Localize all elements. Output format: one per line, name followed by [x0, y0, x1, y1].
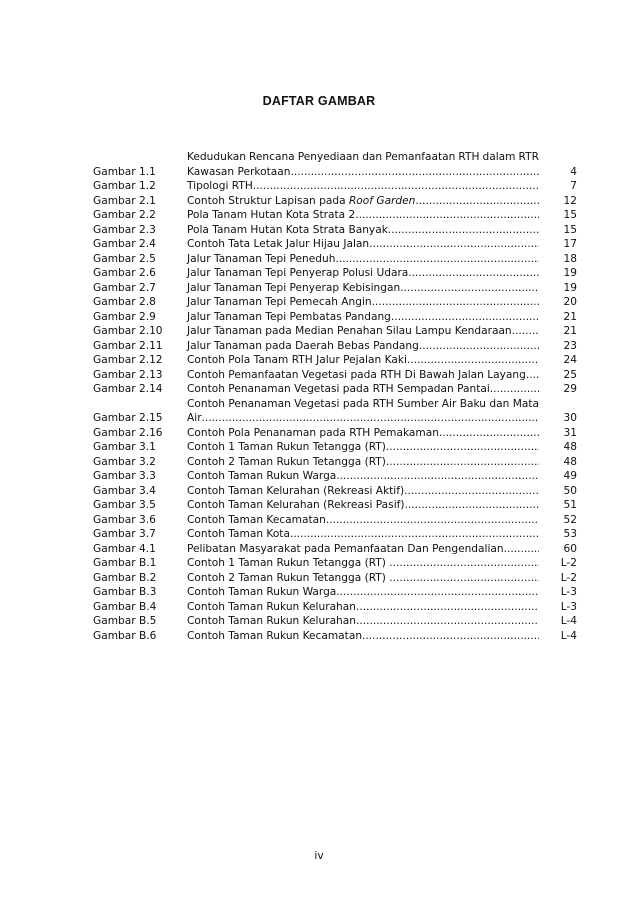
figure-caption — [187, 281, 400, 296]
figure-number: Gambar B.2 — [93, 571, 157, 584]
figure-number: Gambar 2.15 — [93, 412, 163, 424]
page-reference: 24 — [563, 354, 577, 366]
figure-number: Gambar 2.8 — [93, 296, 156, 308]
figure-list-item[interactable] — [93, 600, 577, 615]
dot-leader — [389, 556, 539, 571]
caption-word: Vegetasi — [294, 397, 340, 410]
page-reference: 60 — [563, 542, 577, 555]
figure-list-item[interactable] — [93, 353, 577, 368]
dot-leader — [386, 455, 539, 470]
figure-caption — [187, 455, 386, 470]
dot-leader — [405, 498, 539, 513]
caption-text: Jalur Tanaman Tepi Pemecah Angin — [187, 296, 372, 308]
figure-list-item[interactable] — [93, 324, 577, 339]
caption-text: Contoh Struktur Lapisan pada — [187, 194, 349, 207]
page-reference: 18 — [563, 252, 577, 265]
caption-word: RTR — [518, 151, 539, 163]
dot-leader — [407, 353, 539, 368]
figure-caption — [187, 295, 372, 310]
caption-word: dan — [489, 397, 510, 410]
figure-number: Gambar 4.1 — [93, 542, 156, 555]
figure-caption — [187, 266, 408, 281]
figure-list-item[interactable] — [93, 571, 577, 586]
page-reference: 12 — [563, 194, 577, 207]
caption-word: Rencana — [249, 151, 295, 163]
caption-text: Pelibatan Masyarakat pada Pemanfaatan Dan Pengendalian — [187, 542, 504, 555]
figure-number: Gambar 2.14 — [93, 383, 163, 395]
figure-caption — [187, 368, 526, 383]
page-reference: 4 — [570, 165, 577, 178]
figure-list-item[interactable] — [93, 208, 577, 223]
figure-list-item[interactable] — [93, 397, 577, 426]
dot-leader — [526, 368, 539, 383]
dot-leader — [419, 339, 539, 354]
figure-caption — [187, 252, 335, 267]
figure-number: Gambar 2.6 — [93, 267, 156, 279]
page-reference: L-3 — [560, 600, 577, 613]
page-reference: 29 — [563, 383, 577, 395]
caption-word: dan — [362, 151, 383, 163]
page-reference: 17 — [563, 238, 577, 250]
figure-caption — [187, 324, 512, 339]
figure-list-item[interactable] — [93, 440, 577, 455]
caption-word: RTH — [458, 151, 480, 163]
caption-word: pada — [342, 397, 370, 410]
figure-number: Gambar 2.10 — [93, 325, 163, 337]
caption-word: Mata — [512, 397, 539, 410]
figure-caption — [187, 513, 326, 528]
caption-word: Contoh — [187, 397, 225, 410]
caption-text: Contoh 1 Taman Rukun Tetangga (RT) — [187, 441, 386, 453]
page-number: iv — [314, 850, 324, 862]
caption-text: Contoh Taman Rukun Warga — [187, 586, 337, 598]
figure-list-item[interactable] — [93, 426, 577, 441]
caption-text: Contoh Pola Tanam RTH Jalur Pejalan Kaki — [187, 354, 407, 366]
dot-leader — [408, 266, 539, 281]
caption-text: Contoh Taman Rukun Warga — [187, 470, 337, 482]
page-reference: 19 — [563, 281, 577, 294]
figure-number: Gambar 2.3 — [93, 223, 156, 236]
figure-number: Gambar 3.5 — [93, 499, 156, 511]
figure-number: Gambar 2.7 — [93, 281, 156, 294]
page-reference: 20 — [563, 296, 577, 308]
figure-list-item[interactable] — [93, 179, 577, 194]
page-reference: 21 — [563, 310, 577, 323]
dot-leader — [404, 484, 539, 499]
dot-leader — [512, 324, 539, 339]
page-reference: 21 — [563, 325, 577, 337]
figure-list-item[interactable] — [93, 223, 577, 238]
figure-number: Gambar B.1 — [93, 557, 157, 569]
dot-leader — [355, 208, 539, 223]
figure-caption: Air — [187, 412, 202, 424]
figure-list-item[interactable] — [93, 469, 577, 484]
caption-text: Tipologi RTH — [187, 180, 253, 192]
page-reference: 49 — [563, 470, 577, 482]
figure-number: Gambar 2.12 — [93, 354, 163, 366]
figure-caption — [187, 542, 504, 557]
figure-list-item[interactable] — [93, 237, 577, 252]
page-reference: 23 — [563, 339, 577, 352]
dot-leader — [504, 542, 539, 557]
figure-list-item[interactable] — [93, 585, 577, 600]
figure-number: Gambar 3.4 — [93, 484, 156, 497]
caption-word: Pemanfaatan — [385, 151, 456, 163]
dot-leader — [356, 600, 539, 615]
figure-number: Gambar 3.7 — [93, 528, 156, 540]
page-reference: 25 — [563, 368, 577, 381]
figure-caption — [187, 585, 336, 600]
figure-caption-line — [187, 397, 539, 412]
figure-list-item[interactable] — [93, 266, 577, 281]
figure-list-item[interactable] — [93, 484, 577, 499]
caption-word: Air — [441, 397, 457, 410]
page-reference: 50 — [563, 484, 577, 497]
page-reference: 31 — [563, 426, 577, 439]
dot-leader — [356, 614, 539, 629]
caption-text: Contoh Penanaman Vegetasi pada RTH Sempadan Pantai — [187, 383, 490, 395]
caption-word: Penyediaan — [297, 151, 360, 163]
caption-text: Contoh Taman Rukun Kelurahan — [187, 600, 356, 613]
dot-leader — [290, 165, 539, 180]
figure-number: Gambar 2.13 — [93, 368, 163, 381]
figure-list-item[interactable] — [93, 542, 577, 557]
caption-text: Contoh Pemanfaatan Vegetasi pada RTH Di Bawah Jalan Layang — [187, 368, 526, 381]
dot-leader — [336, 469, 539, 484]
page-reference: 19 — [563, 267, 577, 279]
caption-word: Sumber — [397, 397, 439, 410]
page-reference: L-2 — [560, 571, 577, 584]
figure-number: Gambar 3.3 — [93, 470, 156, 482]
figure-number: Gambar 2.16 — [93, 426, 163, 439]
caption-word: dalam — [482, 151, 516, 163]
figure-number: Gambar B.6 — [93, 629, 157, 642]
page-reference: 15 — [563, 223, 577, 236]
figure-list-item[interactable] — [93, 556, 577, 571]
page-reference: L-2 — [560, 557, 577, 569]
page-reference: 30 — [563, 412, 577, 424]
figure-list-item[interactable] — [93, 295, 577, 310]
caption-italic-text: Roof Garden — [348, 194, 416, 207]
page-reference: L-4 — [560, 615, 577, 627]
dot-leader — [372, 295, 539, 310]
figure-number: Gambar B.3 — [93, 586, 157, 598]
dot-leader — [326, 513, 539, 528]
figure-list-item[interactable] — [93, 150, 577, 179]
figure-number: Gambar 2.1 — [93, 194, 156, 207]
figure-caption-line — [187, 150, 539, 165]
page-title: DAFTAR GAMBAR — [262, 94, 376, 108]
figure-number: Gambar 2.2 — [93, 209, 156, 221]
dot-leader — [253, 179, 539, 194]
figure-number: Gambar 2.4 — [93, 238, 156, 250]
page-reference: L-4 — [560, 629, 577, 642]
figure-number: Gambar 3.2 — [93, 455, 156, 468]
figure-list-item[interactable] — [93, 281, 577, 296]
figure-number: Gambar 2.11 — [93, 339, 163, 352]
figure-list-item[interactable] — [93, 498, 577, 513]
figure-list-item[interactable] — [93, 368, 577, 383]
figure-caption — [187, 571, 389, 586]
page-reference: 53 — [563, 528, 577, 540]
dot-leader — [386, 440, 539, 455]
figure-caption — [187, 208, 355, 223]
figure-caption — [187, 179, 253, 194]
caption-text: Contoh Taman Kelurahan (Rekreasi Aktif) — [187, 484, 405, 497]
caption-text: Jalur Tanaman Tepi Penyerap Polusi Udara — [187, 267, 409, 279]
caption-text: Pola Tanam Hutan Kota Strata 2 — [187, 209, 356, 221]
figure-caption — [187, 614, 356, 629]
dot-leader — [439, 426, 539, 441]
page-reference: 48 — [563, 455, 577, 468]
page-reference: 7 — [570, 180, 577, 192]
caption-word: Kedudukan — [187, 151, 246, 163]
dot-leader — [389, 571, 539, 586]
figure-caption — [187, 339, 419, 354]
caption-text: Contoh Pola Penanaman pada RTH Pemakaman — [187, 426, 439, 439]
dot-leader — [369, 237, 539, 252]
caption-text: Contoh Taman Kota — [187, 528, 290, 540]
figure-caption — [187, 310, 391, 325]
figure-caption — [187, 353, 407, 368]
figure-number: Gambar B.5 — [93, 615, 157, 627]
figure-list — [93, 150, 577, 643]
caption-text: Jalur Tanaman Tepi Peneduh — [187, 252, 336, 265]
page-reference: 51 — [563, 499, 577, 511]
caption-text: Contoh 2 Taman Rukun Tetangga (RT) — [187, 455, 386, 468]
figure-caption — [187, 382, 490, 397]
figure-number: Gambar 2.5 — [93, 252, 156, 265]
dot-leader — [388, 223, 539, 238]
figure-list-item[interactable] — [93, 527, 577, 542]
dot-leader — [362, 629, 539, 644]
caption-text: Jalur Tanaman Tepi Penyerap Kebisingan — [187, 281, 401, 294]
caption-word: RTH — [372, 397, 394, 410]
caption-text: Contoh Taman Rukun Kecamatan — [187, 629, 363, 642]
figure-list-item[interactable] — [93, 310, 577, 325]
page-reference: 48 — [563, 441, 577, 453]
figure-caption — [187, 469, 336, 484]
figure-caption — [187, 600, 356, 615]
caption-word: Baku — [459, 397, 487, 410]
figure-list-item[interactable] — [93, 455, 577, 470]
figure-number: Gambar 3.6 — [93, 513, 156, 526]
dot-leader — [400, 281, 539, 296]
figure-list-item[interactable] — [93, 252, 577, 267]
caption-word: Penanaman — [228, 397, 291, 410]
figure-caption: Kawasan Perkotaan — [187, 165, 291, 178]
caption-text: Contoh Taman Rukun Kelurahan — [187, 615, 356, 627]
figure-list-item[interactable] — [93, 614, 577, 629]
caption-text: Contoh 2 Taman Rukun Tetangga (RT) — [187, 571, 390, 584]
caption-text: Contoh 1 Taman Rukun Tetangga (RT) — [187, 557, 390, 569]
figure-list-item[interactable] — [93, 629, 577, 644]
caption-text: Jalur Tanaman pada Median Penahan Silau Lampu Kendaraan — [187, 325, 512, 337]
figure-caption — [187, 629, 362, 644]
figure-caption — [187, 237, 369, 252]
figure-caption — [187, 194, 415, 209]
caption-text: Jalur Tanaman pada Daerah Bebas Pandang — [187, 339, 419, 352]
dot-leader — [202, 411, 539, 426]
figure-caption — [187, 484, 404, 499]
figure-number: Gambar 1.1 — [93, 165, 156, 178]
dot-leader — [335, 252, 539, 267]
figure-list-item[interactable] — [93, 513, 577, 528]
dot-leader — [391, 310, 539, 325]
figure-caption — [187, 527, 290, 542]
figure-list-item[interactable] — [93, 382, 577, 397]
caption-text: Pola Tanam Hutan Kota Strata Banyak — [187, 223, 388, 236]
figure-caption — [187, 498, 405, 513]
dot-leader — [415, 194, 539, 209]
figure-caption — [187, 223, 388, 238]
dot-leader — [490, 382, 539, 397]
caption-text: Contoh Taman Kelurahan (Rekreasi Pasif) — [187, 499, 405, 511]
figure-number: Gambar B.4 — [93, 600, 157, 613]
figure-caption — [187, 440, 386, 455]
caption-text: Contoh Tata Letak Jalur Hijau Jalan — [187, 238, 370, 250]
page-reference: 15 — [563, 209, 577, 221]
dot-leader — [336, 585, 539, 600]
figure-list-item[interactable] — [93, 339, 577, 354]
caption-text: Contoh Taman Kecamatan — [187, 513, 326, 526]
page-reference: 52 — [563, 513, 577, 526]
figure-number: Gambar 2.9 — [93, 310, 156, 323]
caption-text: Jalur Tanaman Tepi Pembatas Pandang — [187, 310, 391, 323]
figure-caption — [187, 556, 389, 571]
dot-leader — [290, 527, 539, 542]
page-reference: L-3 — [560, 586, 577, 598]
figure-caption — [187, 426, 439, 441]
figure-list-item[interactable] — [93, 194, 577, 209]
figure-number: Gambar 1.2 — [93, 180, 156, 192]
figure-number: Gambar 3.1 — [93, 441, 156, 453]
